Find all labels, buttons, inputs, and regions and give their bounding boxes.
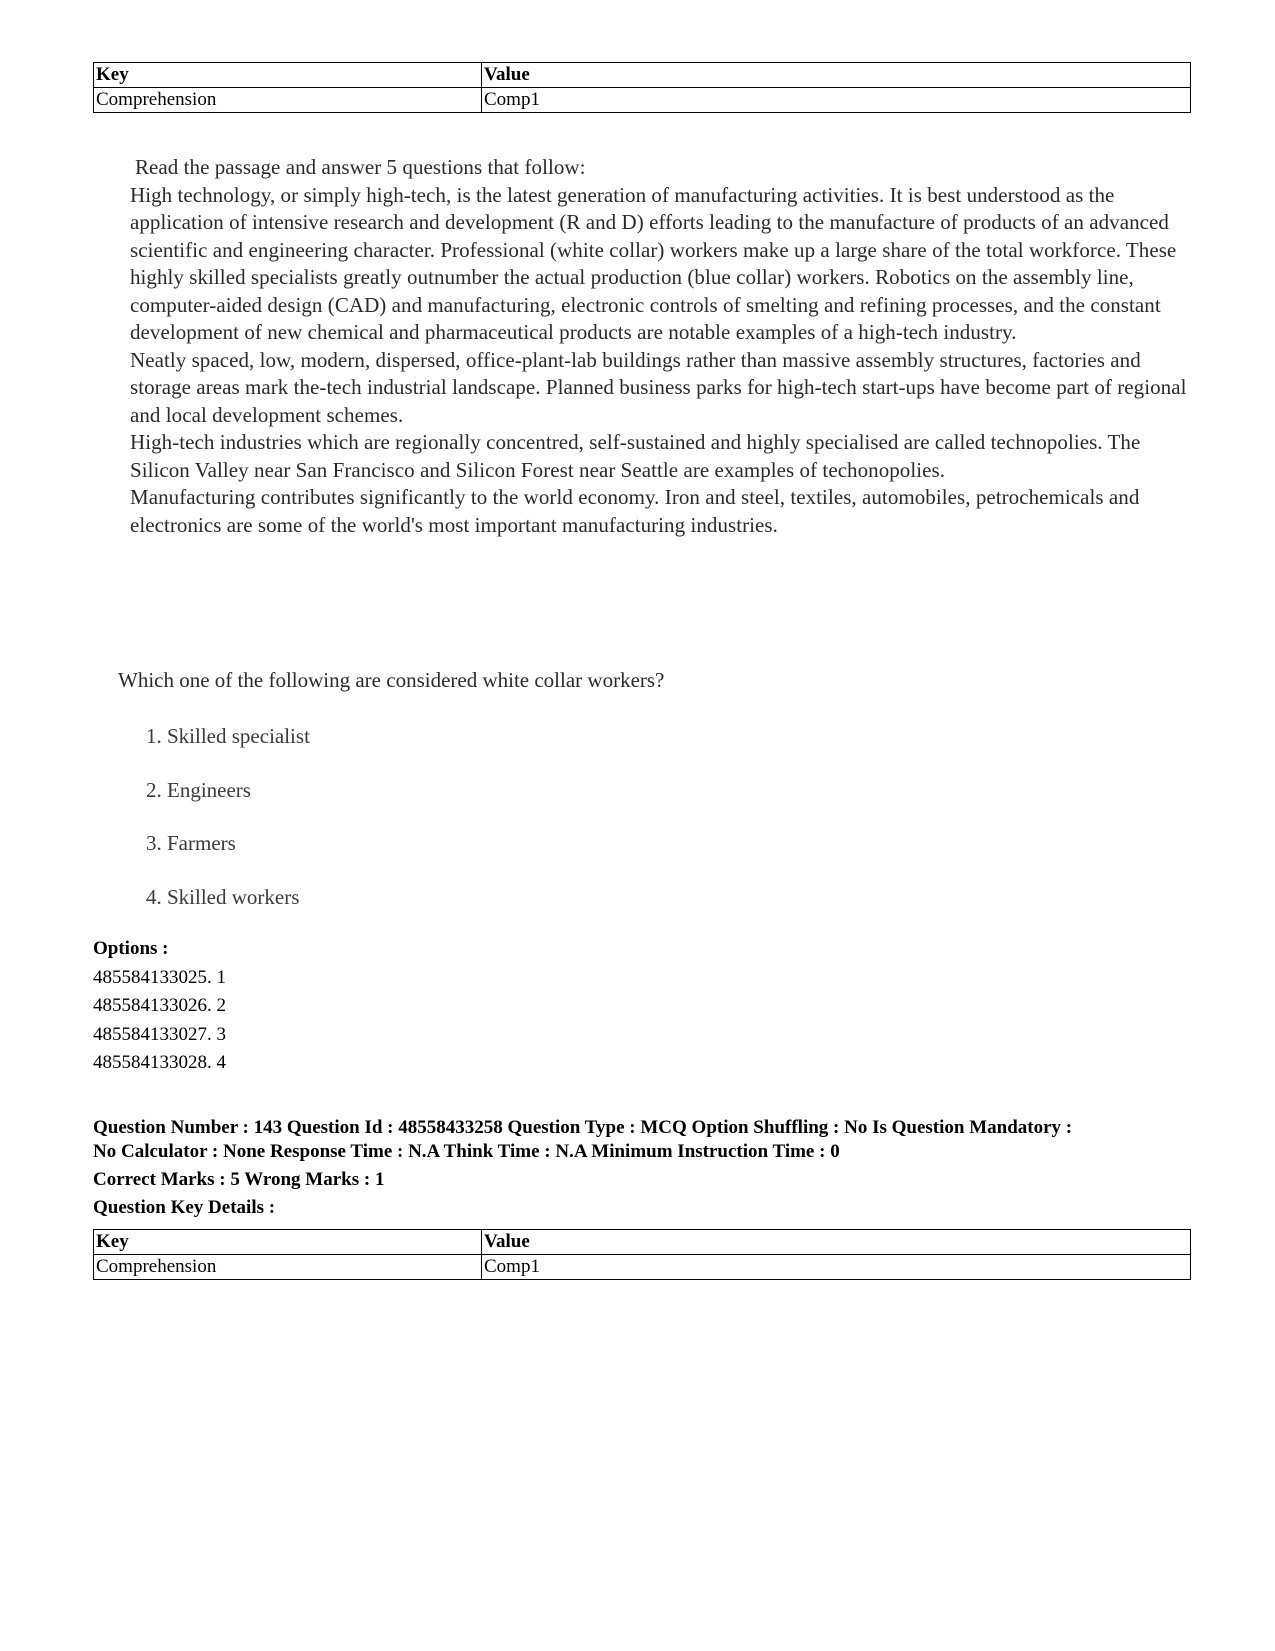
metadata-line-2: No Calculator : None Response Time : N.A Think Time : N.A Minimum Instruction Time : 0 <box>93 1141 840 1162</box>
choice-item: 3. Farmers <box>146 831 236 855</box>
option-item: 485584133025. 1 <box>93 966 226 988</box>
table-header-row <box>94 1230 1191 1255</box>
comprehension-passage <box>130 154 1190 539</box>
key-details-label: Question Key Details : <box>93 1197 276 1218</box>
passage-paragraph: High-tech industries which are regionally concentred, self-sustained and highly specialised are called technopolies. The Silicon Valley near San Francisco and Silicon Forest near Seattle are examples of techonopolies. <box>130 430 1141 482</box>
question-metadata <box>93 1116 1203 1220</box>
table-cell-key: Comprehension <box>94 1255 482 1280</box>
table-header-value: Value <box>482 1230 1191 1255</box>
option-item: 485584133027. 3 <box>93 1023 226 1045</box>
choice-item: 4. Skilled workers <box>146 884 300 909</box>
option-item: 485584133028. 4 <box>93 1052 226 1074</box>
passage-paragraph: High technology, or simply high-tech, is the latest generation of manufacturing activities. It is best understood as the application of intensive research and development (R and D) efforts leading to the manufacture of products of an advanced scientific and engineering character. Professional (white collar) workers make up a large share of the total workforce. These highly skilled specialists greatly outnumber the actual production (blue collar) workers. Robotics on the assembly line, computer-aided design (CAD) and manufacturing, electronic controls of smelting and refining processes, and the constant development of new chemical and pharmaceutical products are notable examples of a high-tech industry. <box>130 182 1177 344</box>
options-title: Options : <box>93 938 169 959</box>
question-key-table-bottom <box>93 1229 1191 1280</box>
question-key-table-top <box>93 62 1191 113</box>
passage-intro: Read the passage and answer 5 questions that follow: <box>135 155 586 179</box>
choice-item: 2. Engineers <box>146 777 251 802</box>
table-header-value: Value <box>482 63 1191 88</box>
table-header-row <box>94 63 1191 88</box>
option-item: 485584133026. 2 <box>93 995 226 1017</box>
table-cell-value: Comp1 <box>482 1255 1191 1280</box>
table-row <box>94 1255 1191 1280</box>
table-row <box>94 88 1191 113</box>
table-header-key: Key <box>94 63 482 88</box>
metadata-line-1: Question Number : 143 Question Id : 48558433258 Question Type : MCQ Option Shuffling : No Is Question Mandatory : <box>93 1117 1073 1138</box>
table-cell-key: Comprehension <box>94 88 482 113</box>
passage-paragraph: Manufacturing contributes significantly to the world economy. Iron and steel, textiles, automobiles, petrochemicals and electronics are some of the world's most important manufacturing industries. <box>130 485 1140 537</box>
choice-item: 1. Skilled specialist <box>146 724 310 748</box>
question-text: Which one of the following are considered white collar workers? <box>118 668 665 692</box>
question-choices <box>146 723 310 937</box>
table-cell-value: Comp1 <box>482 88 1191 113</box>
table-header-key: Key <box>94 1230 482 1255</box>
marks-line: Correct Marks : 5 Wrong Marks : 1 <box>93 1169 385 1190</box>
options-block <box>93 935 226 1078</box>
passage-paragraph: Neatly spaced, low, modern, dispersed, office-plant-lab buildings rather than massive assembly structures, factories and storage areas mark the-tech industrial landscape. Planned business parks for high-tech start-ups have become part of regional and local development schemes. <box>130 347 1187 427</box>
